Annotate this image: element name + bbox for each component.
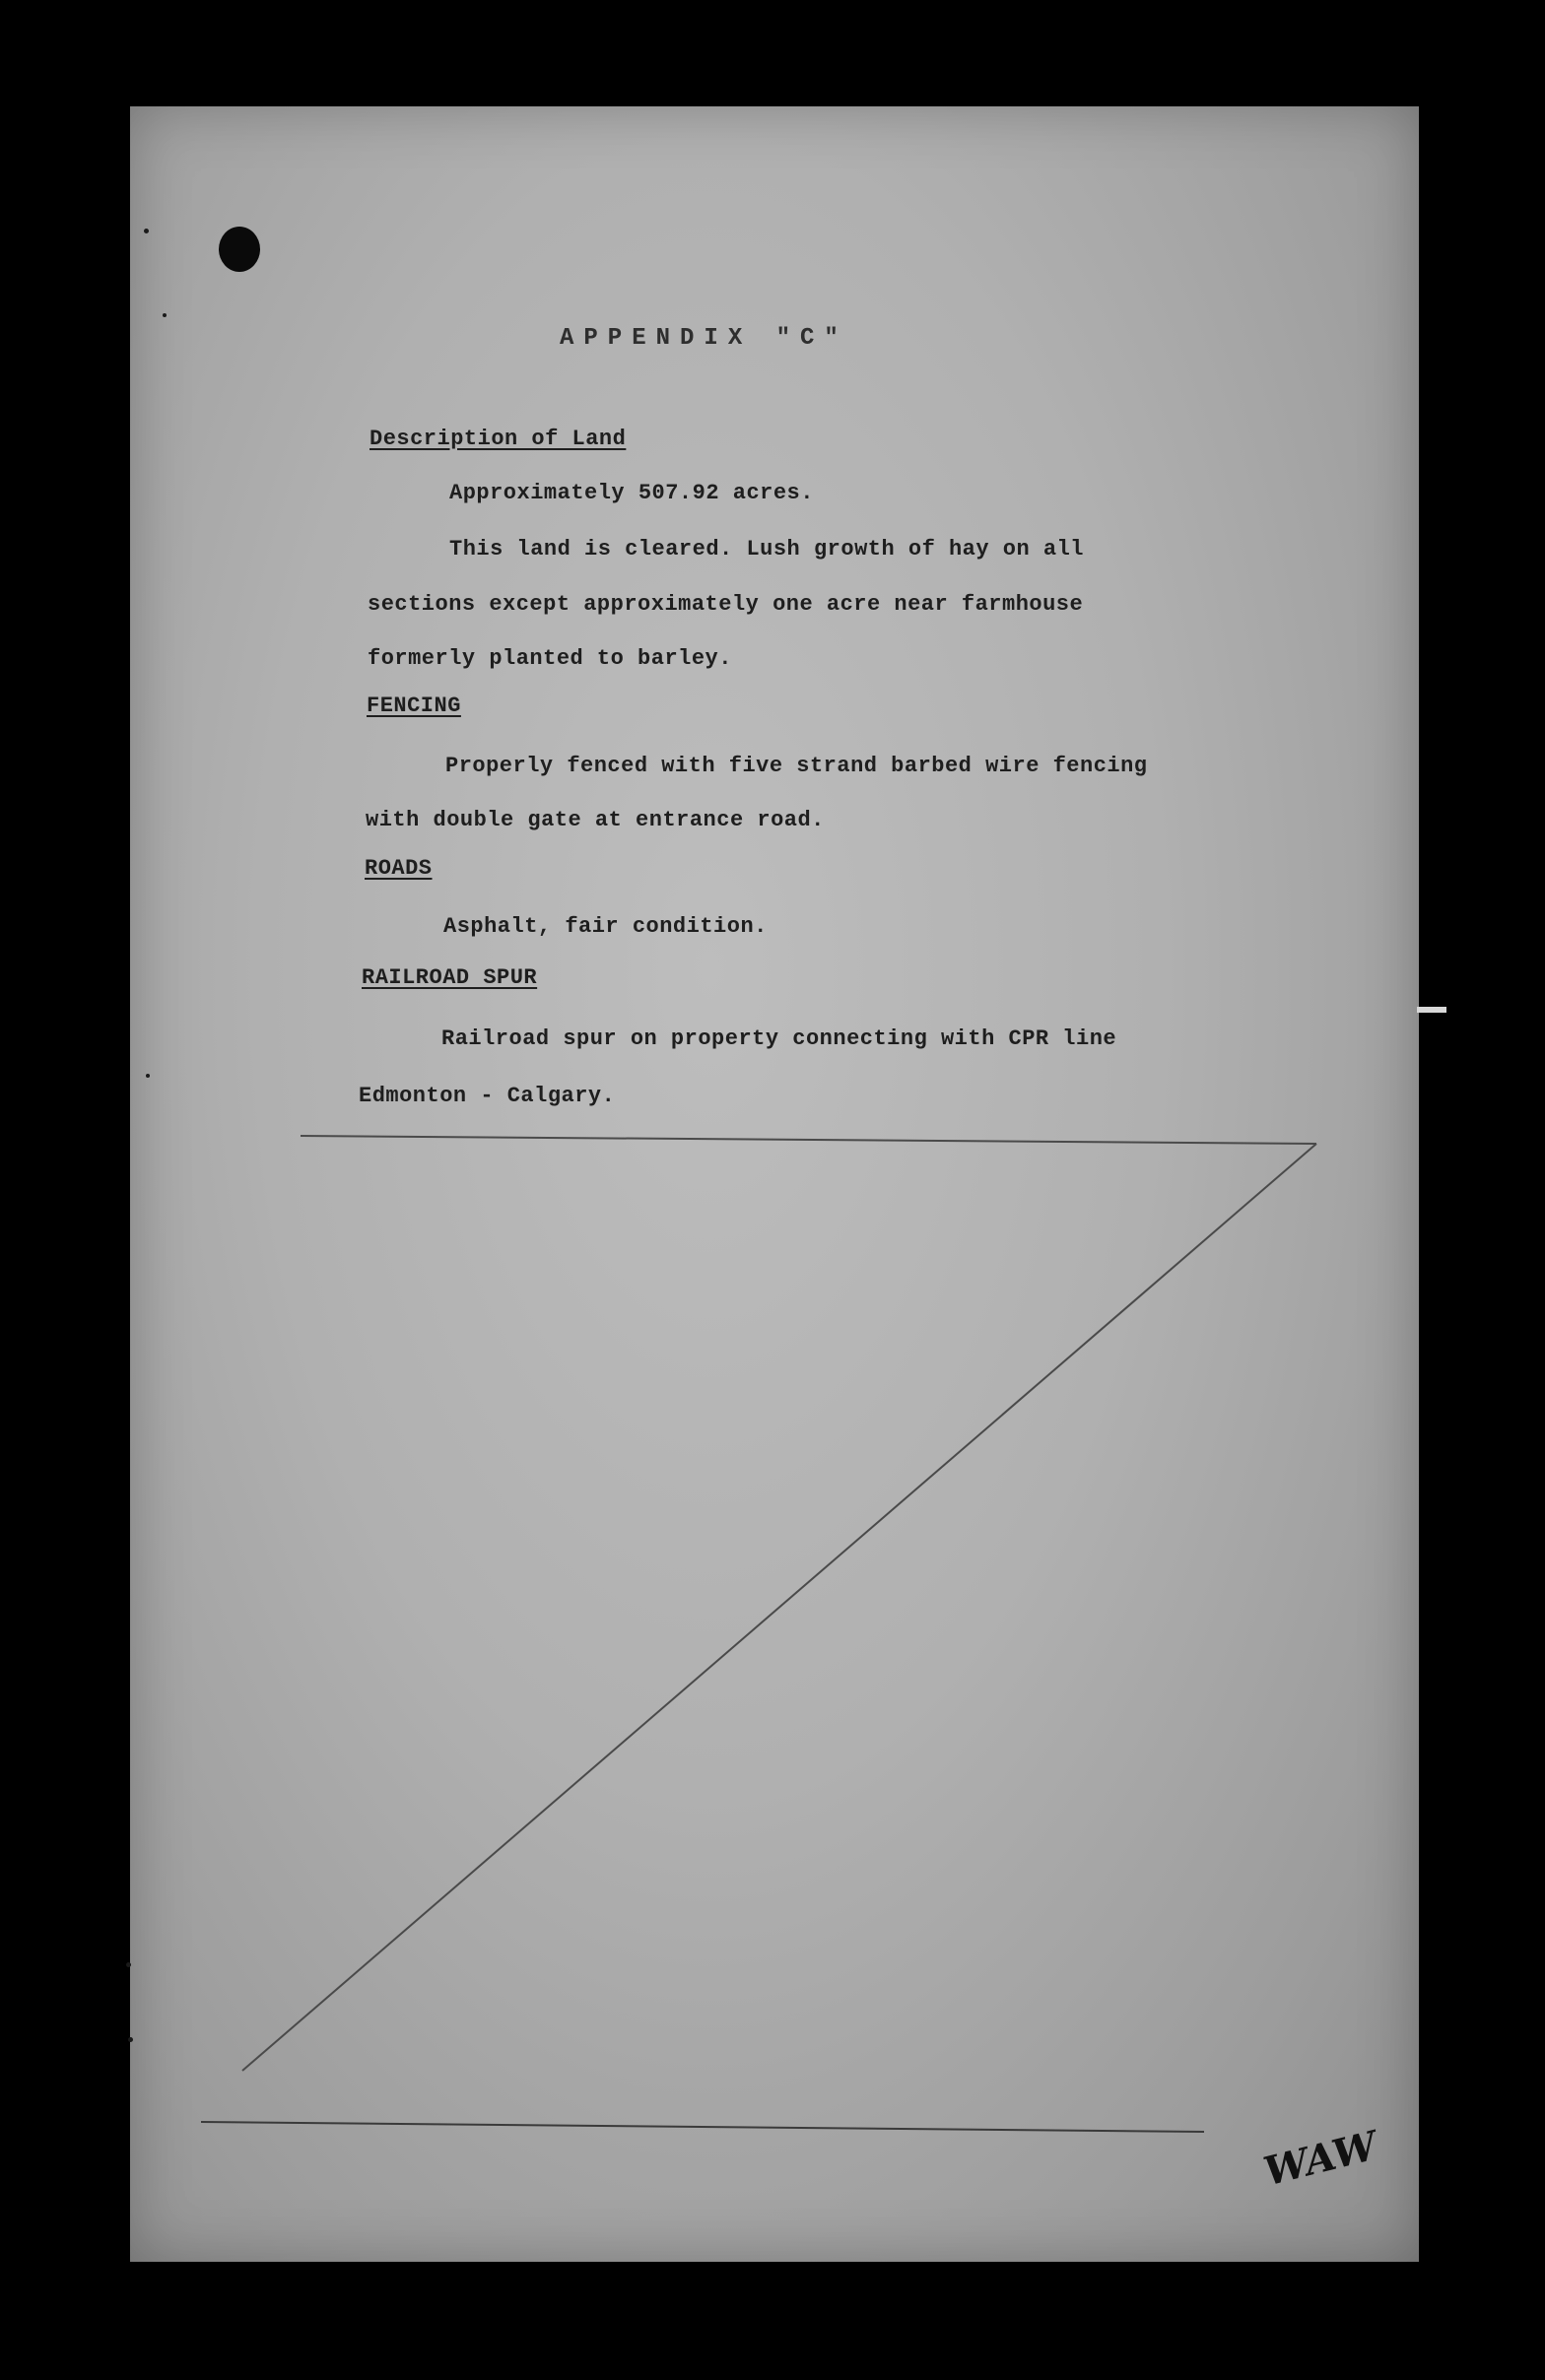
land-description-line-2: sections except approximately one acre near farmhouse (368, 592, 1084, 617)
land-description-line-1: This land is cleared. Lush growth of hay on all (449, 537, 1085, 562)
railroad-line-2: Edmonton - Calgary. (359, 1084, 616, 1108)
section-title-fencing: FENCING (367, 694, 461, 718)
railroad-line-1: Railroad spur on property connecting with CPR line (441, 1026, 1117, 1051)
land-description-line-3: formerly planted to barley. (368, 646, 732, 671)
fencing-line-2: with double gate at entrance road. (366, 808, 825, 832)
section-title-roads: ROADS (365, 856, 433, 881)
cancel-line-bottom (201, 2122, 1204, 2132)
handwritten-initials: WAW (1259, 2122, 1382, 2196)
fencing-line-1: Properly fenced with five strand barbed wire fencing (445, 754, 1148, 778)
cancel-line-top (301, 1136, 1316, 1144)
appendix-heading: APPENDIX "C" (560, 325, 848, 352)
section-title-railroad: RAILROAD SPUR (362, 965, 538, 990)
cancel-line-diagonal (242, 1144, 1316, 2071)
land-acreage: Approximately 507.92 acres. (449, 481, 814, 505)
roads-line-1: Asphalt, fair condition. (443, 914, 768, 939)
section-title-land: Description of Land (369, 427, 627, 451)
